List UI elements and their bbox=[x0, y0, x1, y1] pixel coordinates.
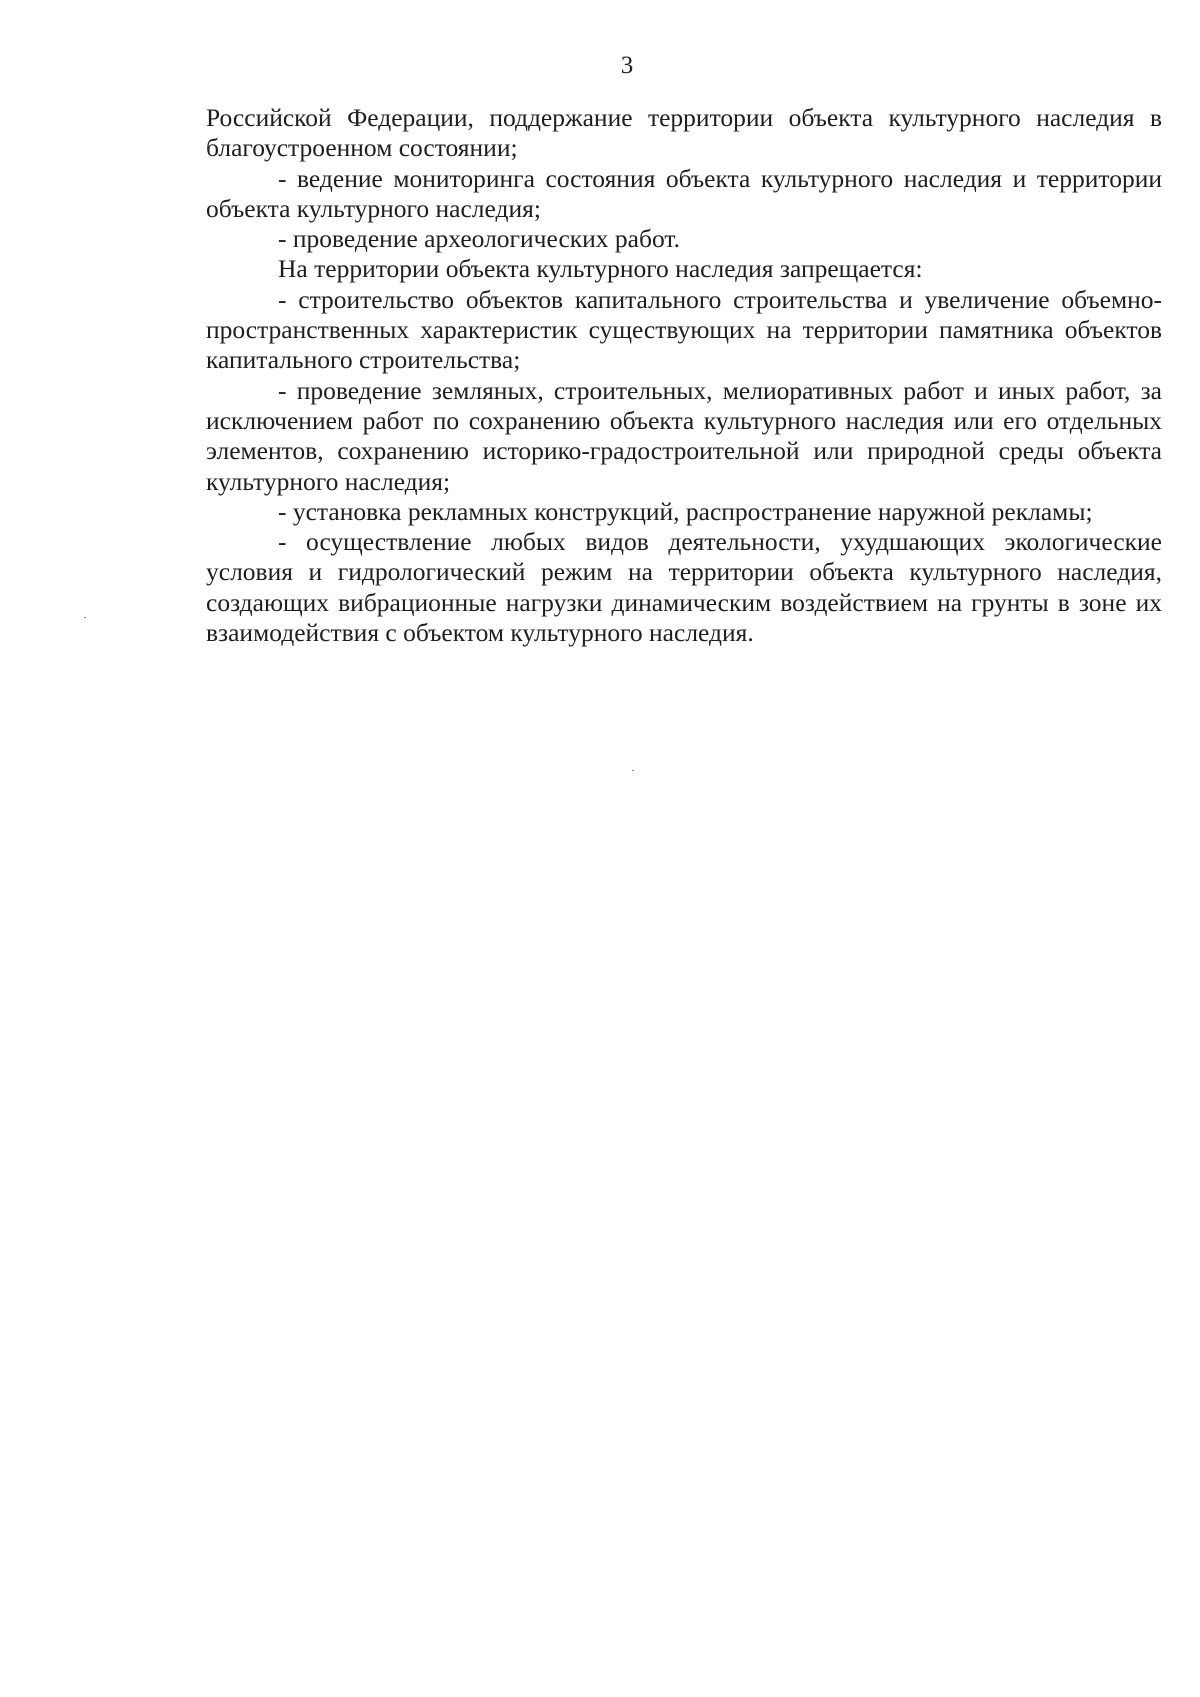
page-number: 3 bbox=[620, 52, 634, 79]
paragraph-continuation: Российской Федерации, поддержание территории объекта культурного наследия в благоустроенном состоянии; bbox=[206, 103, 1162, 163]
scan-artifact-center bbox=[632, 770, 634, 771]
paragraph-advertising-item: - установка рекламных конструкций, распространение наружной рекламы; bbox=[278, 496, 1093, 526]
paragraph-prohibitions-heading: На территории объекта культурного наследия запрещается: bbox=[278, 254, 923, 284]
paragraph-archaeology-item: - проведение археологических работ. bbox=[278, 224, 680, 254]
document-body bbox=[206, 103, 1162, 648]
paragraph-activities-item: - осуществление любых видов деятельности, ухудшающих экологические условия и гидрологический режим на территории объекта культурного наследия, создающих вибрационные нагрузки динамическим воздействием на грунты в зоне их взаимодействия с объектом культурного наследия. bbox=[206, 527, 1162, 648]
scan-artifact-left bbox=[84, 617, 86, 618]
paragraph-earthworks-item: - проведение земляных, строительных, мелиоративных работ и иных работ, за исключением работ по сохранению объекта культурного наследия или его отдельных элементов, сохранению историко-градостроительной или природной среды объекта культурного наследия; bbox=[206, 375, 1162, 496]
paragraph-construction-item: - строительство объектов капитального строительства и увеличение объемно-пространственных характеристик существующих на территории памятника объектов капитального строительства; bbox=[206, 284, 1162, 375]
paragraph-monitoring-item: - ведение мониторинга состояния объекта культурного наследия и территории объекта культурного наследия; bbox=[206, 163, 1162, 223]
